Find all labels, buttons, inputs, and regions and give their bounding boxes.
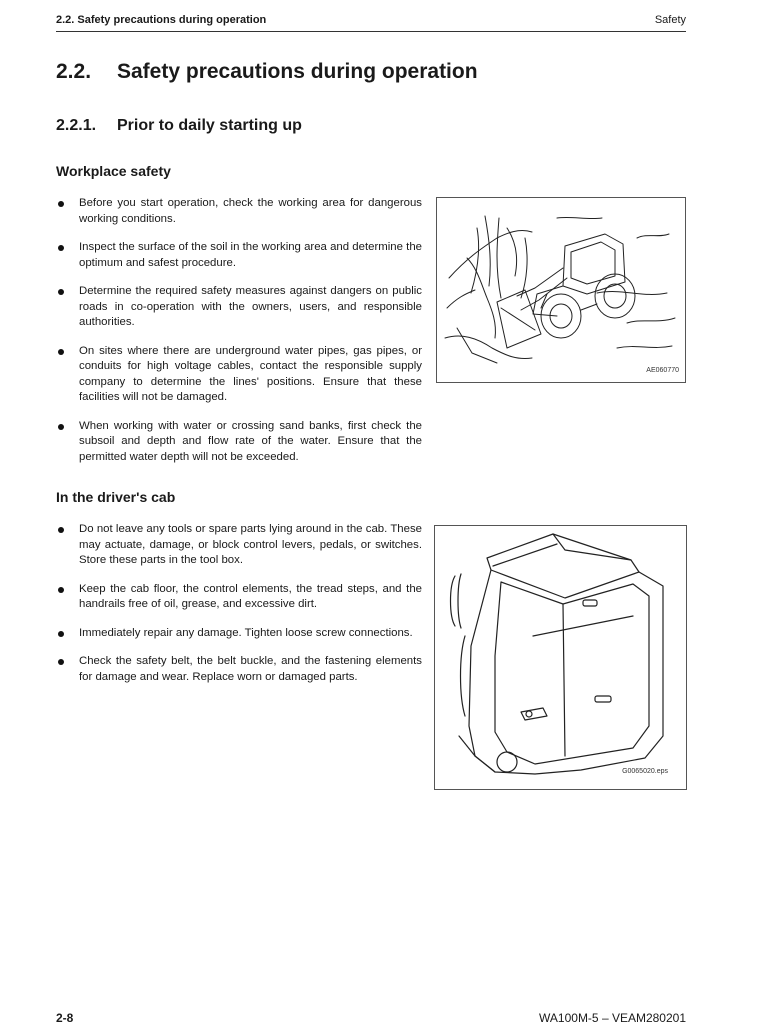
list-item: Keep the cab floor, the control elements, the tread steps, and the handrails free of oil, grease, and excessive dirt.: [56, 582, 422, 613]
page-number: 2-8: [56, 1011, 74, 1025]
list-item: On sites where there are underground water pipes, gas pipes, or conduits for high voltage cables, contact the responsible supply company to determine the lines' positions. Ensure that these facilities will not be damaged.: [56, 344, 422, 406]
list-item: Inspect the surface of the soil in the working area and determine the optimum and safest procedure.: [56, 240, 422, 271]
list-item: When working with water or crossing sand banks, first check the subsoil and depth and flow rate of the water. Ensure that the permitted water depth will not be exceeded.: [56, 419, 422, 466]
subsection-heading: [56, 117, 302, 135]
wheel-loader-illustration-icon: [437, 198, 685, 382]
list-item: Before you start operation, check the working area for dangerous working conditions.: [56, 196, 422, 227]
bullet-icon: [58, 424, 64, 430]
figure-code: AE060770: [646, 367, 679, 374]
wheel-loader-figure: [436, 197, 686, 383]
subsection-title: Prior to daily starting up: [117, 117, 302, 134]
bullet-icon: [58, 201, 64, 207]
list-item: Immediately repair any damage. Tighten loose screw connections.: [56, 626, 422, 642]
bullet-icon: [58, 289, 64, 295]
section-heading: [56, 60, 478, 84]
drivers-cab-list: [56, 522, 422, 698]
operator-cab-figure: [434, 525, 687, 790]
subsection-number: 2.2.1.: [56, 117, 97, 134]
running-header-title: 2.2. Safety precautions during operation: [56, 14, 267, 26]
list-item: Determine the required safety measures against dangers on public roads in co-operation with the owners, users, and responsible authorities.: [56, 284, 422, 331]
list-item: Check the safety belt, the belt buckle, and the fastening elements for damage and wear. Replace worn or damaged parts.: [56, 654, 422, 685]
bullet-icon: [58, 587, 64, 593]
operator-cab-illustration-icon: [435, 526, 686, 789]
section-number: 2.2.: [56, 60, 92, 83]
bullet-icon: [58, 527, 64, 533]
header-divider: [56, 31, 686, 32]
workplace-safety-heading: Workplace safety: [56, 163, 171, 179]
list-item: Do not leave any tools or spare parts lying around in the cab. These may actuate, damage, or block control levers, pedals, or switches. Store these parts in the tool box.: [56, 522, 422, 569]
bullet-icon: [58, 245, 64, 251]
bullet-icon: [58, 659, 64, 665]
document-code: WA100M-5 – VEAM280201: [539, 1011, 686, 1025]
drivers-cab-heading: In the driver's cab: [56, 489, 176, 505]
section-title: Safety precautions during operation: [117, 60, 478, 83]
figure-code: G0065020.eps: [622, 768, 668, 775]
running-header-chapter: Safety: [654, 14, 686, 26]
workplace-safety-list: [56, 196, 422, 478]
bullet-icon: [58, 631, 64, 637]
bullet-icon: [58, 349, 64, 355]
